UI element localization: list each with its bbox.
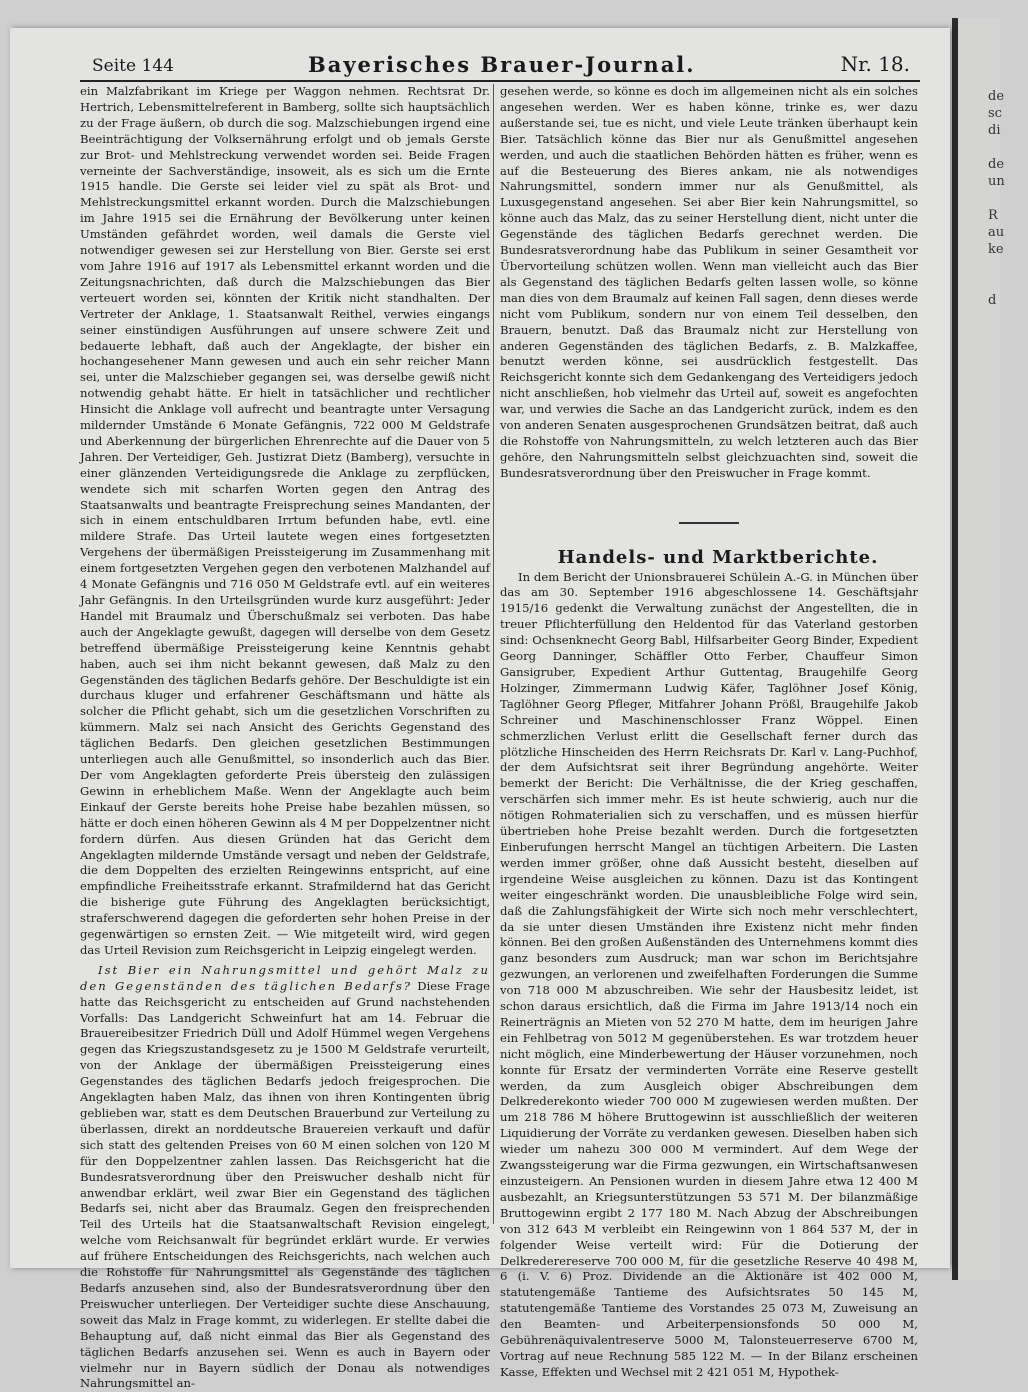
business-report-paragraph: In dem Bericht der Unionsbrauerei Schülein A.-G. in München über das am 30. September 1916 abgeschlossene 14. Geschäftsjahr 1915/16 gedenkt die Verwaltung zunächst der Angestellten, die in treuer Pflichterfüllung den Heldentod für das Vaterland gestorben sind: Ochsenknecht Georg Babl, Hilfsarbeiter Georg Binder, Expedient Georg Danninger, Schäffler Otto Ferber, Chauffeur Simon Gansigruber, Expedient Arthur Guttentag, Braugehilfe Georg Holzinger, Zimmermann Ludwig Käfer, Taglöhner Josef König, Taglöhner Georg Pfleger, Mitfahrer Johann Prößl, Braugehilfe Jakob Schreiner und Maschinenschlosser Franz Wöppel. Einen schmerzlichen Verlust erlitt die Gesellschaft ferner durch das plötzliche Hinscheiden des Herrn Reichsrats Dr. Karl v. Lang-Puchhof, der dem Aufsichtsrat seit ihrer Begründung angehörte. Weiter bemerkt der Bericht: Die Verhältnisse, die der Krieg geschaffen, verschärfen sich immer mehr. Es ist heute schwierig, auch nur die nötigen Rohmaterialien sich zu verschaffen, und es müssen hierfür übertrieben hohe Preise bezahlt werden. Durch die fortgesetzten Einberufungen herrscht Mangel an tüchtigen Arbeitern. Die Lasten werden immer größer, ohne daß Aussicht besteht, dieselben auf irgendeine Weise ausgleichen zu können. Dazu ist das Kontingent weiter eingeschränkt worden. Die unausbleibliche Folge wird sein, daß die Zahlungsfähigkeit der Wirte sich noch mehr verschlechtert, da sie unter diesen Umständen ihre Existenz nicht mehr finden können. Bei den großen Außenständen des Unternehmens kommt dies ganz besonders zum Ausdruck; man war schon im Berichtsjahre gezwungen, an verlorenen und zweifelhaften Forderungen die Summe von 718 000 M abzuschreiben. Wie sehr der Hausbesitz leidet, ist schon daraus ersichtlich, daß die Firma im Jahre 1913/14 noch ein Reinerträgnis an Mieten von 52 270 M hatte, dem im heurigen Jahre ein Fehlbetrag von 5012 M gegenüberstehen. Es war trotzdem heuer nicht möglich, eine Minderbewertung der Häuser vorzunehmen, noch konnte für Ersatz der verminderten Vorräte eine Reserve gestellt werden, da zum Ausgleich obiger Abschreibungen dem Delkrederekonto wieder 700 000 M zugewiesen werden mußten. Der um 218 786 M höhere Bruttogewinn ist ausschließlich der weiteren Liquidierung der Vorräte zu verdanken gewesen. Dieselben haben sich wieder um nahezu 300 000 M vermindert. Auf dem Wege der Zwangssteigerung war die Firma gezwungen, ein Wirtschaftsanwesen einzusteigern. An Pensionen wurden in diesem Jahre etwa 12 400 M ausbezahlt, an Kriegsunterstützungen 53 571 M. Der bilanzmäßige Bruttogewinn ergibt 2 177 180 M. Nach Abzug der Abschreibungen von 312 643 M verbleibt ein Reingewinn von 1 864 537 M, der in folgender Weise verteilt wird: Für die Dotierung der Delkrederereserve 700 000 M, für die gesetzliche Reserve 40 498 M, 6 (i. V. 6) Proz. Dividende an die Aktionäre ist 402 000 M, statutengemäße Tantieme des Aufsichtsrates 50 145 M, statutengemäße Tantieme des Vorstandes 25 073 M, Zuweisung an den Beamten- und Arbeiterpensionsfonds 50 000 M, Gebührenäquivalentreserve 5000 M, Talonsteuerreserve 6700 M, Vortrag auf neue Rechnung 585 122 M. — In der Bilanz erscheinen Kasse, Effekten und Wechsel mit 2 421 051 M, Hypothek- — [500, 569, 918, 1379]
page-header — [80, 48, 920, 78]
question-text: Diese Frage hatte das Reichsgericht zu entscheiden auf Grund nachstehenden Vorfalls: Das Landgericht Schweinfurt hat am 14. Februar die Brauereibesitzer Friedrich Düll und Adolf Hümmel wegen Vergehens gegen das Kriegszustandsgesetz zu je 1500 M Geldstrafe verurteilt, von der Anklage der übermäßigen Preissteigerung eines Gegenstandes des täglichen Bedarfs jedoch freigesprochen. Die Angeklagten haben Malz, das ihnen von ihren Kontingenten übrig geblieben war, statt es dem Deutschen Brauerbund zur Verteilung zu überlassen, direkt an norddeutsche Brauereien verkauft und dafür sich statt des geltenden Preises von 60 M einen solchen von 120 M für den Doppelzentner zahlen lassen. Das Reichsgericht hat die Bundesratsverordnung über den Preiswucher deshalb nicht für anwendbar erklärt, weil zwar Bier ein Gegenstand des täglichen Bedarfs sei, nicht aber das Braumalz. Gegen den freisprechenden Teil des Urteils hat die Staatsanwaltschaft Revision eingelegt, welche vom Reichsanwalt für begründet erklärt wurde. Er verwies auf frühere Entscheidungen des Reichsgerichts, nach welchen auch die Rohstoffe für Nahrungsmittel als Gegenstände des täglichen Bedarfs anzusehen sind, also der Bundesratsverordnung über den Preiswucher unterliegen. Der Verteidiger suchte diese Anschauung, soweit das Malz in Frage kommt, zu widerlegen. Er stellte dabei die Behauptung auf, daß nicht einmal das Bier als Gegenstand des täglichen Bedarfs anzusehen sei. Wenn es auch in Bayern oder vielmehr nur in Bayern südlich der Donau als notwendiges Nahrungsmittel an- — [80, 978, 490, 1391]
question-paragraph — [80, 963, 490, 1392]
adjacent-page-edge — [952, 18, 1005, 1280]
question-heading: Ist Bier ein Nahrungsmittel und gehört Malz zu den Gegenständen des täglichen Bedarfs? — [80, 962, 490, 993]
court-report-paragraph: ein Malzfabrikant im Kriege per Waggon nehmen. Rechtsrat Dr. Hertrich, Lebensmittelreferent in Bamberg, sollte sich hauptsächlich zu der Frage äußern, ob durch die sog. Malzschiebungen irgend eine Beeinträchtigung der Volksernährung erfolgt und ob jemals Gerste zur Brot- und Mehlstreckung verwendet worden sei. Beide Fragen verneinte der Sachverständige, insoweit, als es sich um die Ernte 1915 handle. Die Gerste sei leider viel zu spät als Brot- und Mehlstreckungsmittel erkannt worden. Durch die Malzschiebungen im Jahre 1915 sei die Ernährung der Bevölkerung unter keinen Umständen gefährdet worden, weil damals die Gerste viel notwendiger gewesen sei zur Herstellung von Bier. Gerste sei erst vom Jahre 1916 auf 1917 als Lebensmittel erkannt worden und die Zeitungsnachrichten, daß durch die Malzschiebungen das Bier verteuert worden sei, könnten der Kritik nicht standhalten. Der Vertreter der Anklage, 1. Staatsanwalt Reithel, verwies eingangs seiner einstündigen Ausführungen auf unsere schwere Zeit und bedauerte lebhaft, daß auch der Angeklagte, der bisher ein hochangesehener Mann gewesen und auch ein sehr reicher Mann sei, unter die Malzschieber gegangen sei, was derselbe gewiß nicht notwendig gehabt hätte. Er hielt in tatsächlicher und rechtlicher Hinsicht die Anklage voll aufrecht und beantragte unter Versagung mildernder Umstände 6 Monate Gefängnis, 722 000 M Geldstrafe und Aberkennung der bürgerlichen Ehrenrechte auf die Dauer von 5 Jahren. Der Verteidiger, Geh. Justizrat Dietz (Bamberg), versuchte in einer glänzenden Verteidigungsrede die Anklage zu zerpflücken, wendete sich mit scharfen Worten gegen den Antrag des Staatsanwalts und beantragte Freisprechung seines Mandanten, der sich in einem entschuldbaren Irrtum befunden habe, evtl. eine mildere Strafe. Das Urteil lautete wegen eines fortgesetzten Vergehens der übermäßigen Preissteigerung im Zusammenhang mit einem fortgesetzten Vergehen gegen den verbotenen Malzhandel auf 4 Monate Gefängnis und 716 050 M Geldstrafe evtl. auf ein weiteres Jahr Gefängnis. In den Urteilsgründen wurde kurz ausgeführt: Jeder Handel mit Braumalz und Überschußmalz sei verboten. Das habe auch der Angeklagte gewußt, dagegen will derselbe von dem Gesetz betreffend übermäßige Preissteigerung keine Kenntnis gehabt haben, auch sei ihm nicht bekannt gewesen, daß Malz zu den Gegenständen des täglichen Bedarfs gehöre. Der Beschuldigte ist ein durchaus kluger und erfahrener Geschäftsmann und hätte als solcher die Pflicht gehabt, sich um die gesetzlichen Vorschriften zu kümmern. Malz sei nach Ansicht des Gerichts Gegenstand des täglichen Bedarfs. Den gleichen gesetzlichen Bestimmungen unterliegen auch alle Genußmittel, so insonderlich auch das Bier. Der vom Angeklagten geforderte Preis übersteig den zulässigen Gewinn in erheblichem Maße. Wenn der Angeklagte auch beim Einkauf der Gerste bereits hohe Preise habe bezahlen müssen, so hätte er doch einen höheren Gewinn als 4 M per Doppelzentner nicht fordern dürfen. Aus diesen Gründen hat das Gericht dem Angeklagten mildernde Umstände versagt und neben der Geldstrafe, die dem Doppelten des erzielten Reingewinns entspricht, auf eine empfindliche Freiheitsstrafe erkannt. Strafmildernd hat das Gericht die bisherige gute Führung des Angeklagten berücksichtigt, straferschwerend dagegen die geforderten sehr hohen Preise in der gegenwärtigen so ernsten Zeit. — Wie mitgeteilt wird, wird gegen das Urteil Revision zum Reichsgericht in Leipzig eingelegt werden. — [80, 84, 490, 957]
adjacent-page-text: de sc di de un R au ke d — [988, 89, 1005, 308]
binding-shadow — [952, 18, 958, 1280]
column-divider — [493, 84, 494, 1224]
continuation-paragraph: gesehen werde, so könne es doch im allgemeinen nicht als ein solches angesehen werden. Wer es haben könne, trinke es, wer dazu außerstande sei, tue es nicht, und viele Leute tränken überhaupt kein Bier. Tatsächlich könne das Bier nur als Genußmittel angesehen werden, und auch die staatlichen Behörden hätten es früher, wenn es auf die Besteuerung des Bieres ankam, nie als notwendiges Nahrungsmittel, sondern immer nur als Genußmittel, als Luxusgegenstand angesehen. Sei aber Bier kein Nahrungsmittel, so könne auch das Malz, das zu seiner Herstellung dient, nicht unter die Gegenstände des täglichen Bedarfs gerechnet werden. Die Bundesratsverordnung habe das Publikum in seiner Gesamtheit vor Übervorteilung schützen wollen. Wenn man vielleicht auch das Bier als Gegenstand des täglichen Bedarfs gelten lassen wolle, so könne man dies von dem Braumalz auf keinen Fall sagen, denn dieses werde nicht vom Publikum, sondern nur von einem Teil desselben, den Brauern, benutzt. Daß das Braumalz nicht zur Herstellung von anderen Gegenständen des täglichen Bedarfs, z. B. Malzkaffee, benutzt werden könne, sei ausdrücklich festgestellt. Das Reichsgericht konnte sich dem Gedankengang des Verteidigers jedoch nicht anschließen, hob vielmehr das Urteil auf, soweit es angefochten war, und verwies die Sache an das Landgericht zurück, indem es den von anderen Senaten ausgesprochenen Grundsätzen beitrat, daß auch die Rohstoffe von Nahrungsmitteln, zu welch letzteren auch das Bier gehöre, den Nahrungsmitteln selbst gleichzuachten sind, soweit die Bundesratsverordnung über den Preiswucher in Frage kommt. — [500, 84, 918, 480]
header-rule — [80, 80, 920, 82]
page-number: Seite 144 — [92, 56, 174, 76]
right-column — [500, 84, 918, 1379]
section-title: Handels- und Marktberichte. — [557, 546, 879, 568]
section-separator — [679, 522, 739, 524]
left-column — [80, 84, 490, 1391]
journal-title: Bayerisches Brauer-Journal. — [308, 52, 696, 77]
issue-number: Nr. 18. — [840, 52, 910, 76]
